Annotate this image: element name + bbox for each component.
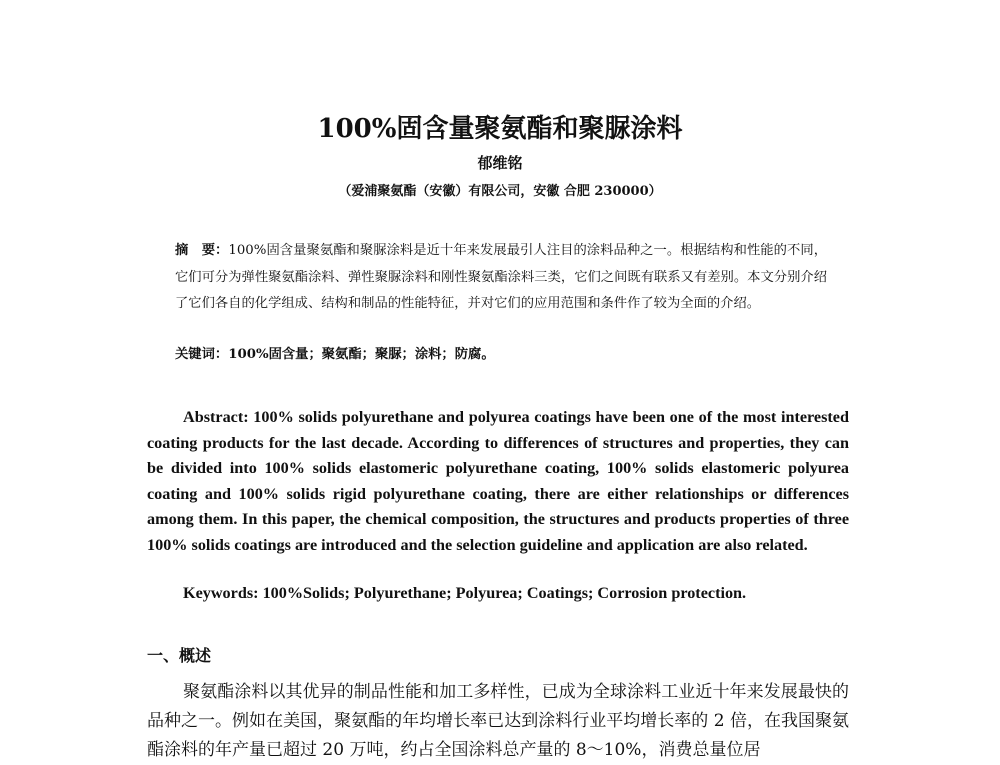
body-paragraph: 聚氨酯涂料以其优异的制品性能和加工多样性，已成为全球涂料工业近十年来发展最快的品种之一。例如在美国，聚氨酯的年均增长率已达到涂料行业平均增长率的 2 倍，在我国聚氨酯涂料的年产量已超过 20 万吨，约占全国涂料总产量的 8～10%，消费总量位居 (147, 682, 849, 760)
chinese-keywords (175, 343, 827, 362)
abstract-text: 100%固含量聚氨酯和聚脲涂料是近十年来发展最引人注目的涂料品种之一。根据结构和性能的不同，它们可分为弹性聚氨酯涂料、弹性聚脲涂料和刚性聚氨酯涂料三类，它们之间既有联系又有差别。本文分别介绍了它们各自的化学组成、结构和制品的性能特征，并对它们的应用范围和条件作了较为全面的介绍。 (175, 243, 827, 311)
keywords-label: 关键词： (175, 347, 229, 362)
abstract-label: 摘 要： (175, 243, 229, 258)
author-affiliation: （爱浦聚氨酯（安徽）有限公司，安徽 合肥 230000） (338, 184, 662, 199)
author-name: 郁维铭 (477, 154, 523, 172)
section-heading: 一、概述 (147, 646, 212, 665)
english-keywords: Keywords: 100%Solids; Polyurethane; Polyurea; Coatings; Corrosion protection. (183, 584, 747, 602)
chinese-abstract (175, 238, 827, 318)
paper-title: 100%固含量聚氨酯和聚脲涂料 (317, 114, 683, 144)
english-abstract: Abstract: 100% solids polyurethane and polyurea coatings have been one of the most interested coating products for the last decade. According to differences of structures and properties, they can be divided into 100% solids elastomeric polyurethane coating, 100% solids elastomeric polyurea coating and 100% solids rigid polyurethane coating, there are either relationships or differences among them. In this paper, the chemical composition, the structures and products properties of three 100% solids coatings are introduced and the selection guideline and application are also related. (147, 408, 849, 554)
keywords-text: 100%固含量；聚氨酯；聚脲；涂料；防腐。 (228, 347, 495, 362)
